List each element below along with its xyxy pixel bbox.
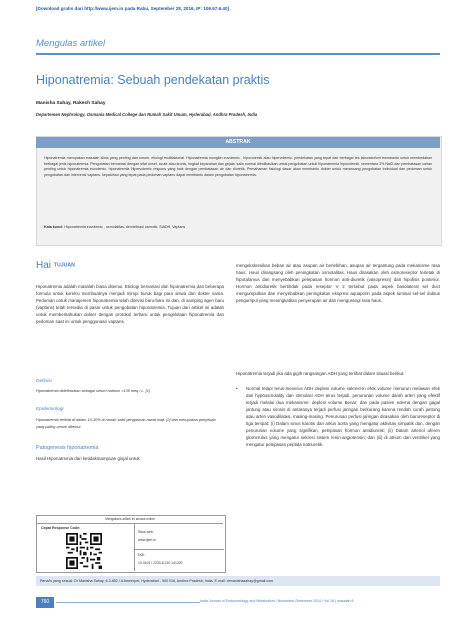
website-link[interactable]: www.ijem.in [138,538,156,542]
bullet-item [236,385,440,448]
intro-paragraph [36,283,224,325]
article-title: Hiponatremia: Sebuah pendekatan praktis [36,73,270,87]
abstract-text: Hiponatremia merupakan masalah klinis yang penting dan umum. etiologi multifaktorial. Hiponatremia mungkin euvolemic , hipovolemik atau hipervolemic. pendekatan yang tepat dari berbagai tes laboratorium membantu untuk membedakan berbagai jenis hiponatremia. Pengobatan bervariasi dengan sifat onset. acute atau kronis, tingkat keparahan dan gejala. salin normal diindikasikan untuk pengobatan untuk hiponatremia hipovolemik. sementara 3% NaCl dan pembatasan cairan penting untuk hiponatremia euvolemic. hiponatremia Hipervolemic respons yang baik dengan pembatasan air dan diuretik. Pemahaman fisiologi dasar akan membantu dokter untuk merancang pengobatan individual dan pedoman untuk pengobatan dan intervensi vaptans. kepatuhan yang tepat pada pedoman vaptans dapat membantu dalam pengobatan hiponatremia. [44,156,432,177]
header-rule [36,53,440,55]
download-banner[interactable]: [Download gratis dari http://www.ijem.in pada Rabu, September 28, 2016, IP: 109.67.6.40] [36,6,230,11]
correspondence-bar: Pena/is yang sesuai: Dr Manisha Sahay, 6-3-852 / A Ameerpet, Hyderabad - 500 016, Andhra Pradesh, India. E-mail: drmanishasahay@gmail.com [36,576,440,586]
bullet-dot: • [236,386,238,391]
authors: Manisha Sahay, Rakesh Sahay [36,101,106,106]
footer-rule [56,602,200,603]
pathogenesis-heading: Patogenesis hiponatremia [36,445,99,451]
affiliation: Departemen Nephrology, Osmania Medical College dan Rumah Sakit Umum, Hyderabad, Andhra Pradesh, India [36,112,258,117]
doi-value[interactable]: 10.4103 / 2230-8.210.141320 [138,561,183,565]
qr-divider [134,524,135,571]
qr-hline [134,549,224,550]
qr-label: Cepat Response Code: [41,526,81,530]
epidemiology-heading: Epidemiologi [36,407,64,412]
intro-text: Hiponatremia adalah masalah biasa ditemui. Etiologi bervariasi dan hiponatremia dan beberapa formula untuk koreksi membuatnya menjadi mimpi buruk bagi para siswa dan dokter sama. Pedoman untuk manajemen hiponatremia telah direvisi baru-baru ini dan, di samping agen baru (vaptans) telah tersedia di pasar untuk pengobatan hiponatremia. Tujuan dari artikel ini adalah untuk memberitahukan dokter dengan protokol terbaru untuk pengelolaan hiponatremia dan pedoman saat ini untuk penggunaan vaptans. [36,284,224,325]
bullet-text: Normal tetapi terus-menerus ADH deplesi volume sekresi-In efek volume menurun melawan efek dari hypoosmolality dan stimulasi ADH terus terjadi. penurunan volume darah arteri yang efektif terjadi melalui dua mekanisme: deplesi volume Benar; dan pada pasien edema dengan gagal jantung atau sirosis di antaranya terjadi perfusi jaringan berkurang karena rendah curah jantung atau arteri vasodilatasi, masing-masing. Penurunan perfusi jaringan dirasakan oleh baroreseptor di tiga tempat: (i) Dalam sinus karotis dan arkus aorta yang mengatur aktivitas simpatik dan, dengan penurunan volume yang signifikan, pelepasan hormon antidiuretik; (ii) Dalam arteriol aferen glomerulus yang mengatur sekresi sistem renin-angiotensin; dan (iii) di atrium dan ventrikel yang mengatur pelepasan peptida natriuretik. [246,386,440,448]
definition-heading: Definisi [36,379,52,384]
keywords-list: Hiponatremia euvolemic , osmolalitas, demielinasi osmotik, SIADH, Vaptans [64,225,186,229]
intro-heading-dropcap: Hai [36,260,52,271]
right-paragraph-1: mengekskresikan beban air atau asupan air berlebihan. asupan air tergantung pada mekanisme rasa haus. Haus dirangsang oleh peningkatan osmolalitas. Haus dirasakan oleh osmoreseptor terletak di hipotalamus dan menyebabkan pelepasan hormon anti-diuretik (vasopresin) dari hipofisis posterior. Hormon antidiuretik bertindak pada reseptor V 2 tersebut pada aspek basolateral sel duct mengumpulkan dan menyebabkan peningkatan ekspresi aquaporin pada aspek luminal sel-sel duktus pengumpul yang meningkatkan penyerapan air dan mengurangi rasa haus. [236,263,440,304]
footer-journal: India Journal of Endocrinology and Metabolism / November-Desember 2014 / Vol 18 | masalah 6 [200,599,354,603]
pathogenesis-text: Hasil Hiponatremia dari ketidakmampuan ginjal untuk [36,456,140,461]
right-paragraph-2: Hiponatremia terjadi jika ada gigih rangsangan ADH yang terlihat dalam situasi berikut. [236,371,405,376]
definition-text: Hiponatremia didefinisikan sebagai serum natrium <135 meq / L. [1] [36,389,150,393]
intro-heading-sub: TUJUAN [53,262,75,269]
keywords-label: Kata kunci: [44,225,64,229]
section-label: Mengulas artikel [36,38,106,49]
abstract-heading: ABSTRAK [36,137,440,148]
website-label: Situs web: [138,530,154,534]
page-number: 760 [36,597,54,608]
online-access-header: Mengakses artikel ini secara online [37,516,223,524]
keywords [44,225,432,229]
abstract-box [36,136,442,246]
intro-heading [36,260,224,271]
doi-label: DOI: [138,553,145,557]
epidemiology-text: Hiponatremia terlihat di dalam 15-30% di rumah sakit pengaturan rawat inap. [2] dan merupakan penyebab yang paling umum ditemui. [36,418,216,429]
qr-code-icon[interactable] [66,533,102,569]
